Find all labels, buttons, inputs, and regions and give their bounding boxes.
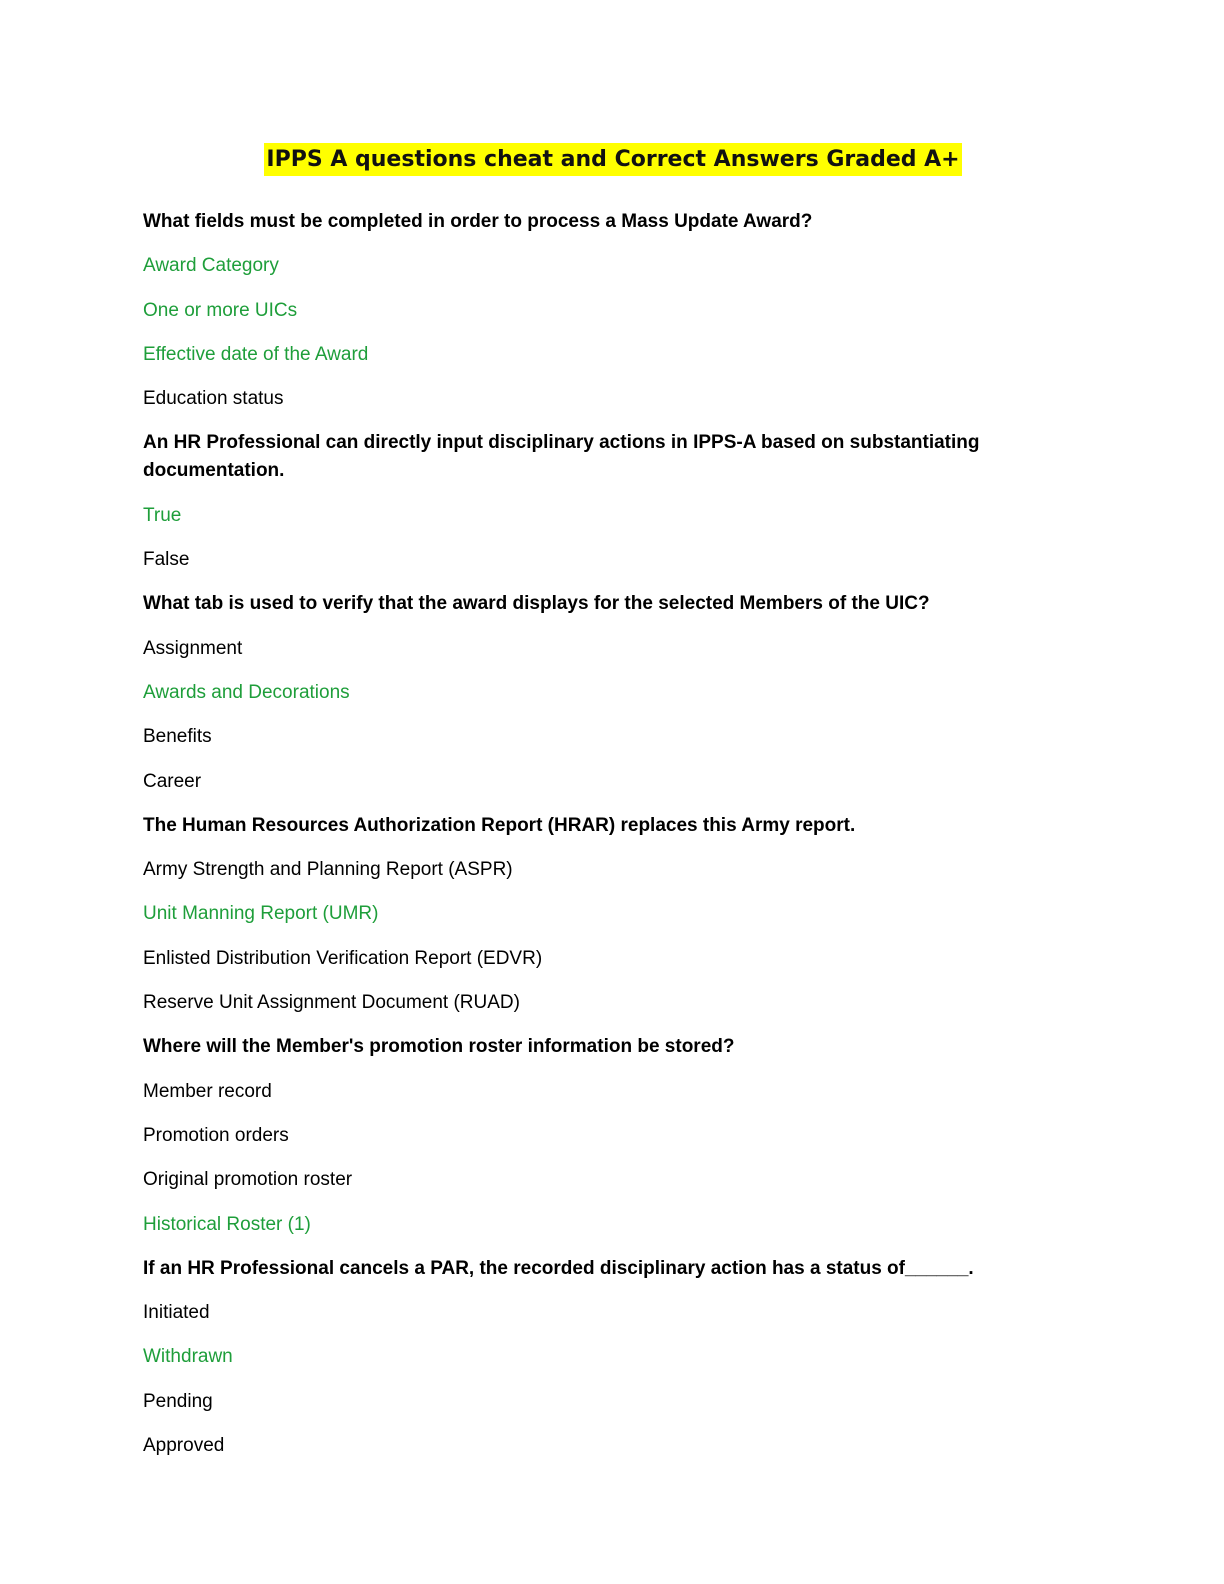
answer-option: Enlisted Distribution Verification Report (EDVR) bbox=[143, 947, 543, 969]
answer-option: True bbox=[143, 504, 182, 526]
question-text: Where will the Member's promotion roster information be stored? bbox=[143, 1036, 735, 1058]
answer-option: Awards and Decorations bbox=[143, 681, 350, 703]
question-list bbox=[143, 208, 983, 1476]
answer-option: Assignment bbox=[143, 637, 243, 659]
answer-option: Effective date of the Award bbox=[143, 343, 369, 365]
answer-option: Award Category bbox=[143, 255, 279, 277]
question-text: If an HR Professional cancels a PAR, the recorded disciplinary action has a status of______. bbox=[143, 1257, 974, 1279]
answer-option: Army Strength and Planning Report (ASPR) bbox=[143, 859, 513, 881]
answer-option: Education status bbox=[143, 388, 284, 410]
question-text: What tab is used to verify that the award displays for the selected Members of the UIC? bbox=[143, 593, 930, 615]
question-text: An HR Professional can directly input disciplinary actions in IPPS-A based on substantiating documentation. bbox=[143, 432, 980, 482]
answer-option: Member record bbox=[143, 1080, 272, 1102]
answer-option: Career bbox=[143, 770, 202, 792]
answer-option: Unit Manning Report (UMR) bbox=[143, 903, 379, 925]
answer-option: Benefits bbox=[143, 726, 212, 748]
answer-option: Reserve Unit Assignment Document (RUAD) bbox=[143, 992, 520, 1014]
answer-option: One or more UICs bbox=[143, 299, 298, 321]
answer-option: Initiated bbox=[143, 1302, 210, 1324]
question-text: What fields must be completed in order to process a Mass Update Award? bbox=[143, 211, 813, 232]
answer-option: Original promotion roster bbox=[143, 1169, 353, 1191]
question-text: The Human Resources Authorization Report (HRAR) replaces this Army report. bbox=[143, 814, 856, 836]
answer-option: False bbox=[143, 549, 190, 571]
answer-option: Promotion orders bbox=[143, 1124, 289, 1146]
answer-option: Withdrawn bbox=[143, 1346, 233, 1368]
answer-option: Pending bbox=[143, 1390, 213, 1412]
answer-option: Historical Roster (1) bbox=[143, 1213, 311, 1235]
answer-option: Approved bbox=[143, 1435, 225, 1457]
document-title: IPPS A questions cheat and Correct Answers Graded A+ bbox=[264, 143, 961, 176]
title-wrap bbox=[0, 143, 1224, 176]
